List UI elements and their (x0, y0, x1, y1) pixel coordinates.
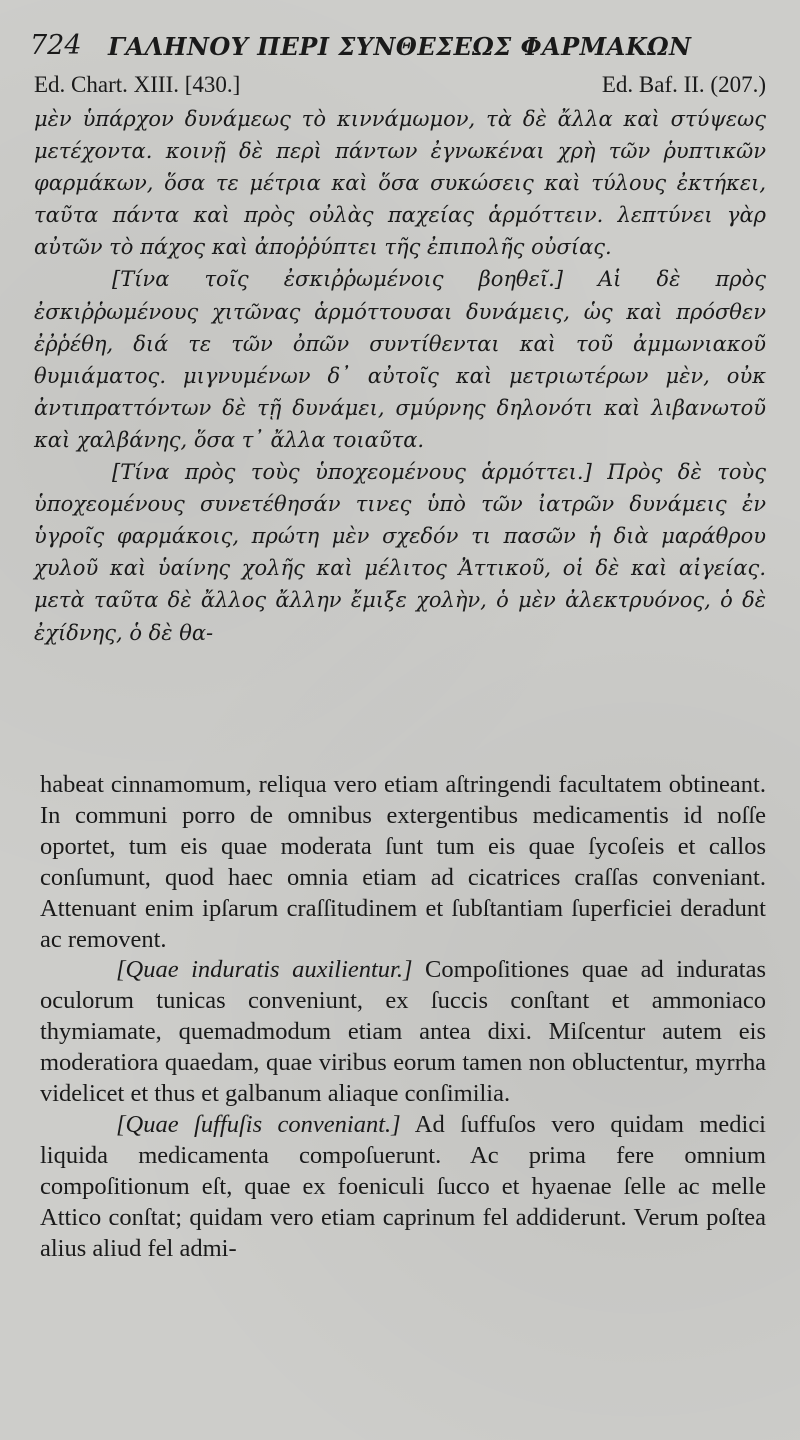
latin-paragraph-2-body: Compoſitiones quae ad induratas oculorum tunicas conveniunt, ex ſuccis conſtant et ammoniaco thymiamate, quemadmodum etiam antea dixi. Miſcentur autem eis moderatiora quaedam, quae viribus eorum tamen non obluctentur, myrrha videlicet et thus et galbanum aliaque conſimilia. (40, 956, 766, 1108)
page-number: 724 (30, 30, 82, 61)
latin-section-heading-suffusions: [Quae ſuffuſis conveniant.] (116, 1110, 401, 1138)
running-title: ΓΑΛΗΝΟΥ ΠΕΡΙ ΣΥΝΘΕΣΕΩΣ ΦΑΡΜΑΚΩΝ (108, 32, 692, 61)
latin-paragraph-2 (40, 955, 766, 1110)
greek-paragraph-2 (34, 263, 766, 456)
greek-section-heading-indurated: [Τίνα τοῖς ἐσκιῤῥωμένοις βοηθεῖ.] (112, 267, 563, 292)
greek-paragraph-3 (34, 456, 766, 649)
latin-paragraph-3 (40, 1110, 766, 1265)
latin-section-heading-indurated: [Quae induratis auxilientur.] (116, 956, 413, 984)
latin-text-block (40, 770, 766, 1265)
latin-paragraph-3-body: Ad ſuffuſos vero quidam medici liquida medicamenta compoſuerunt. Ac prima fere omnium compoſitionum eſt, quae ex foeniculi ſucco et hyaenae ſelle ac melle Attico conſtat; quidam vero etiam caprinum fel addiderunt. Verum poſtea alius aliud fel admi- (40, 1110, 766, 1262)
greek-paragraph-3-body: Πρὸς δὲ τοὺς ὑποχεομένους συνετέθησάν τινες ὑπὸ τῶν ἰατρῶν δυνάμεις ἐν ὑγροῖς φαρμάκοις, πρώτη μὲν σχεδόν τι πασῶν ἡ διὰ μαράθρου χυλοῦ καὶ ὑαίνης χολῆς καὶ μέλιτος Ἀττικοῦ, οἱ δὲ καὶ αἰγείας. μετὰ ταῦτα δὲ ἄλλος ἄλλην ἔμιξε χολὴν, ὁ μὲν ἀλεκτρυόνος, ὁ δὲ ἐχίδνης, ὁ δὲ θα- (34, 460, 766, 645)
greek-text-block (34, 103, 766, 649)
greek-paragraph-1: μὲν ὑπάρχον δυνάμεως τὸ κιννάμωμον, τὰ δὲ ἄλλα καὶ στύψεως μετέχοντα. κοινῇ δὲ περὶ πάντων ἐγνωκέναι χρὴ τῶν ῥυπτικῶν φαρμάκων, ὅσα τε μέτρια καὶ ὅσα συκώσεις καὶ τύλους ἐκτήκει, ταῦτα πάντα καὶ πρὸς οὐλὰς παχείας ἁρμόττειν. λεπτύνει γὰρ αὐτῶν τὸ πάχος καὶ ἀποῤῥύπτει τῆς ἐπιπολῆς οὐσίας. (34, 107, 766, 260)
running-head (30, 28, 780, 68)
greek-section-heading-suffusions: [Τίνα πρὸς τοὺς ὑποχεομένους ἁρμόττει.] (112, 460, 592, 485)
edition-basel: Ed. Baf. II. (207.) (601, 72, 766, 97)
greek-paragraph-2-body: Αἱ δὲ πρὸς ἐσκιῤῥωμένους χιτῶνας ἁρμόττουσαι δυνάμεις, ὡς καὶ πρόσθεν ἐῤῥέθη, διά τε τῶν ὀπῶν συντίθενται καὶ τοῦ ἀμμωνιακοῦ θυμιάματος. μιγνυμένων δ᾽ αὐτοῖς καὶ μετριωτέρων μὲν, οὐκ ἀντιπραττόντων δὲ τῇ δυνάμει, σμύρνης δηλονότι καὶ λιβανωτοῦ καὶ χαλβάνης, ὅσα τ᾽ ἄλλα τοιαῦτα. (34, 267, 766, 452)
latin-paragraph-1: habeat cinnamomum, reliqua vero etiam aſtringendi facultatem obtineant. In communi porro de omnibus extergentibus medicamentis id noſſe oportet, tum eis quae moderata ſunt tum eis quae ſycoſeis et callos conſumunt, quod haec omnia etiam ad cicatrices craſſas conveniant. Attenuant enim ipſarum craſſitudinem et ſubſtantiam ſuperficiei deradunt ac removent. (40, 771, 766, 953)
edition-chartier: Ed. Chart. XIII. [430.] (34, 72, 241, 97)
edition-reference (34, 72, 766, 102)
